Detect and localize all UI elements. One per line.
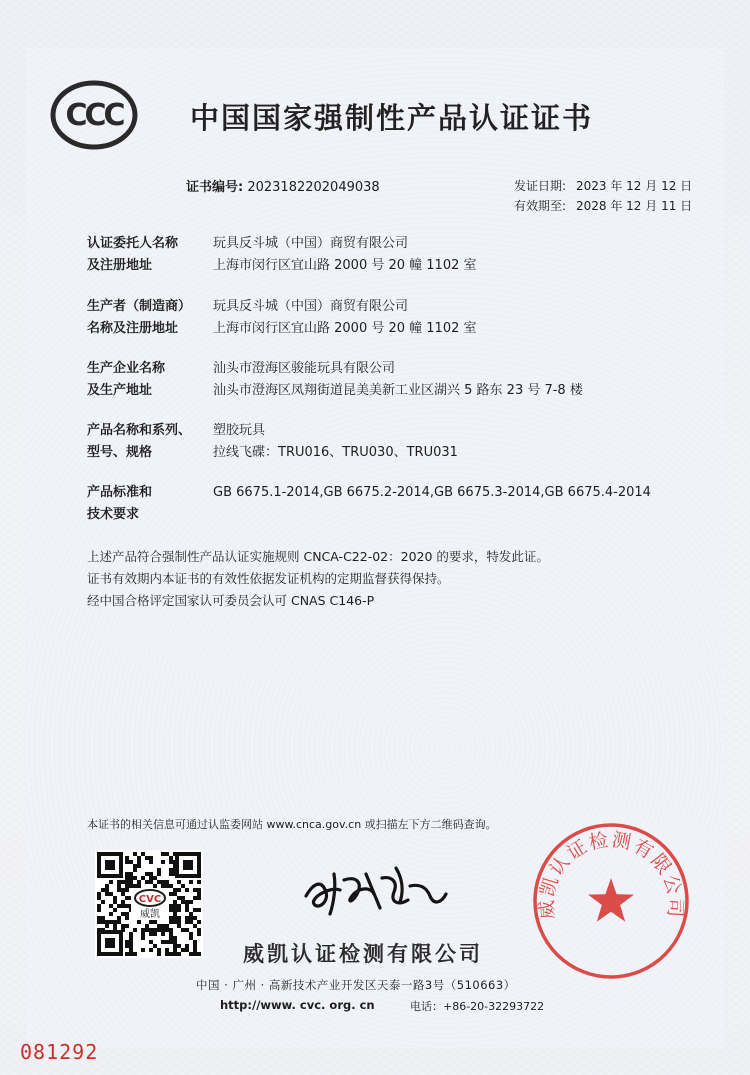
qr-module [181, 896, 185, 900]
qr-module [121, 880, 125, 884]
qr-module [161, 932, 165, 936]
qr-module [197, 892, 201, 896]
field-factory-label-2: 及生产地址 [87, 383, 153, 398]
field-standard-label [87, 482, 207, 526]
qr-module [189, 912, 193, 916]
field-producer-label-2: 名称及注册地址 [87, 321, 179, 336]
qr-module [145, 880, 149, 884]
qr-module [125, 944, 129, 948]
qr-module [157, 952, 161, 956]
qr-module [137, 920, 141, 924]
qr-module [109, 904, 113, 908]
qr-module [125, 884, 129, 888]
qr-module [177, 920, 181, 924]
cvc-badge-text: CVC [138, 894, 162, 905]
field-product-label-2: 型号、规格 [87, 445, 153, 460]
qr-module [197, 908, 201, 912]
qr-module [169, 860, 173, 864]
qr-module [129, 860, 133, 864]
official-seal [530, 820, 692, 982]
certificate-number [186, 176, 380, 195]
qr-module [173, 952, 177, 956]
qr-module [161, 860, 165, 864]
qr-module [165, 948, 169, 952]
qr-module [169, 928, 173, 932]
qr-module [173, 940, 177, 944]
qr-module [157, 872, 161, 876]
qr-module [169, 908, 173, 912]
qr-module [121, 904, 125, 908]
qr-module [177, 952, 181, 956]
qr-module [97, 916, 101, 920]
qr-module [125, 856, 129, 860]
qr-module [177, 908, 181, 912]
qr-module [197, 920, 201, 924]
qr-module [117, 920, 121, 924]
qr-module [149, 920, 153, 924]
qr-module [125, 924, 129, 928]
qr-module [109, 880, 113, 884]
field-producer-value-2: 上海市闵行区宜山路 2000 号 20 幢 1102 室 [213, 321, 477, 336]
qr-module [177, 880, 181, 884]
qr-module [149, 940, 153, 944]
qr-module [125, 952, 129, 956]
qr-finder-top-right [175, 852, 201, 878]
issuer-company-name: 威凯认证检测有限公司 [243, 942, 483, 966]
field-producer-value [213, 296, 733, 340]
qr-module [181, 948, 185, 952]
qr-module [177, 904, 181, 908]
qr-module [105, 888, 109, 892]
qr-module [153, 920, 157, 924]
qr-module [177, 888, 181, 892]
qr-module [193, 952, 197, 956]
qr-module [133, 852, 137, 856]
qr-module [125, 888, 129, 892]
qr-module [141, 936, 145, 940]
qr-module [121, 900, 125, 904]
qr-module [177, 944, 181, 948]
qr-module [173, 888, 177, 892]
field-client-value-1: 玩具反斗城（中国）商贸有限公司 [213, 236, 409, 251]
qr-module [129, 884, 133, 888]
issuer-address: 中国 · 广州 · 高新技术产业开发区天泰一路3号（510663） [196, 978, 516, 992]
qr-module [165, 924, 169, 928]
qr-module [149, 948, 153, 952]
qr-module [101, 916, 105, 920]
signature [300, 856, 450, 920]
qr-finder-bottom-left [97, 930, 123, 956]
statement-line-2: 证书有效期内本证书的有效性依据发证机构的定期监督获得保持。 [87, 571, 450, 586]
verification-notice: 本证书的相关信息可通过认监委网站 www.cnca.gov.cn 或扫描左下方二维码查询。 [87, 818, 497, 831]
qr-module [129, 936, 133, 940]
field-producer-label [87, 296, 207, 340]
qr-module [153, 944, 157, 948]
qr-module [113, 900, 117, 904]
qr-module [189, 880, 193, 884]
qr-module [173, 948, 177, 952]
qr-module [97, 896, 101, 900]
qr-module [197, 928, 201, 932]
field-product-value [213, 420, 733, 464]
qr-module [153, 876, 157, 880]
qr-module [165, 880, 169, 884]
field-client-label-1: 认证委托人名称 [87, 236, 179, 251]
qr-module [125, 872, 129, 876]
qr-module [161, 884, 165, 888]
qr-module [97, 892, 101, 896]
certificate-dates [514, 176, 692, 216]
qr-module [185, 904, 189, 908]
field-producer-label-1: 生产者（制造商） [87, 299, 192, 314]
qr-module [145, 924, 149, 928]
issuer-website: http://www. cvc. org. cn [220, 998, 375, 1012]
field-producer-value-1: 玩具反斗城（中国）商贸有限公司 [213, 299, 409, 314]
qr-module [165, 940, 169, 944]
qr-module [169, 916, 173, 920]
field-product-label-1: 产品名称和系列、 [87, 423, 192, 438]
expiry-date-label: 有效期至: [514, 199, 567, 213]
qr-module [153, 884, 157, 888]
certificate-number-value: 2023182202049038 [247, 180, 380, 195]
qr-module [105, 924, 109, 928]
qr-module [169, 884, 173, 888]
qr-module [157, 880, 161, 884]
cvc-badge-subtext: 威凯 [140, 909, 160, 920]
qr-module [197, 880, 201, 884]
qr-module [173, 912, 177, 916]
qr-module [165, 928, 169, 932]
statement-line-1: 上述产品符合强制性产品认证实施规则 CNCA-C22-02：2020 的要求，特发此证。 [87, 549, 549, 564]
qr-module [125, 916, 129, 920]
qr-module [125, 904, 129, 908]
qr-module [173, 916, 177, 920]
qr-module [189, 916, 193, 920]
field-client-value [213, 233, 733, 277]
field-factory-label-1: 生产企业名称 [87, 361, 166, 376]
qr-module [137, 860, 141, 864]
qr-module [129, 944, 133, 948]
qr-module [125, 880, 129, 884]
field-product-value-1: 塑胶玩具 [213, 423, 266, 438]
qr-module [129, 876, 133, 880]
qr-module [105, 920, 109, 924]
qr-module [193, 888, 197, 892]
qr-module [129, 948, 133, 952]
qr-module [189, 952, 193, 956]
qr-module [137, 880, 141, 884]
qr-module [125, 876, 129, 880]
field-factory-value-1: 汕头市澄海区骏能玩具有限公司 [213, 361, 396, 376]
qr-module [145, 928, 149, 932]
qr-module [133, 884, 137, 888]
field-product-value-2: 拉线飞碟：TRU016、TRU030、TRU031 [213, 445, 458, 460]
qr-module [133, 876, 137, 880]
qr-module [157, 928, 161, 932]
qr-module [161, 928, 165, 932]
expiry-date-value: 2028 年 12 月 11 日 [576, 199, 693, 213]
qr-module [169, 892, 173, 896]
qr-module [149, 928, 153, 932]
qr-module [117, 888, 121, 892]
seal-text: 威凯认证检测有限公司 [535, 828, 687, 920]
qr-module [149, 860, 153, 864]
qr-module [125, 860, 129, 864]
ccc-logo-text: CCC [65, 98, 123, 133]
qr-module [185, 888, 189, 892]
qr-module [177, 924, 181, 928]
qr-module [101, 920, 105, 924]
qr-module [129, 880, 133, 884]
qr-module [185, 900, 189, 904]
qr-module [157, 924, 161, 928]
qr-module [133, 864, 137, 868]
qr-module [121, 888, 125, 892]
qr-module [181, 900, 185, 904]
qr-module [97, 908, 101, 912]
qr-module [125, 896, 129, 900]
qr-module [149, 872, 153, 876]
issuer-phone: 电话：+86-20-32293722 [410, 1000, 545, 1013]
qr-module [193, 896, 197, 900]
qr-module [141, 928, 145, 932]
qr-module [193, 924, 197, 928]
qr-module [109, 892, 113, 896]
field-client-label [87, 233, 207, 277]
field-standard-label-2: 技术要求 [87, 507, 140, 522]
qr-module [129, 872, 133, 876]
qr-module [173, 900, 177, 904]
field-standard-value [213, 482, 733, 504]
qr-module [161, 940, 165, 944]
qr-module [173, 908, 177, 912]
qr-module [185, 928, 189, 932]
qr-module [177, 896, 181, 900]
qr-module [169, 920, 173, 924]
qr-module [193, 940, 197, 944]
qr-module [193, 944, 197, 948]
qr-module [149, 880, 153, 884]
qr-module [189, 900, 193, 904]
qr-module [105, 884, 109, 888]
qr-module [173, 904, 177, 908]
qr-module [109, 920, 113, 924]
qr-module [149, 876, 153, 880]
qr-module [185, 944, 189, 948]
qr-module [169, 868, 173, 872]
qr-module [113, 920, 117, 924]
certificate-serial-number: 081292 [20, 1040, 99, 1064]
field-standard-value-1: GB 6675.1-2014,GB 6675.2-2014,GB 6675.3-2014,GB 6675.4-2014 [213, 485, 651, 500]
qr-module [173, 920, 177, 924]
statement-line-3: 经中国合格评定国家认可委员会认可 CNAS C146-P [87, 593, 375, 608]
qr-module [137, 864, 141, 868]
qr-module [141, 948, 145, 952]
qr-module [169, 936, 173, 940]
qr-module [109, 912, 113, 916]
qr-module [189, 936, 193, 940]
qr-module [169, 952, 173, 956]
qr-module [181, 928, 185, 932]
certificate-title: 中国国家强制性产品认证证书 [190, 101, 594, 135]
field-client-label-2: 及注册地址 [87, 258, 153, 273]
ccc-logo [50, 80, 138, 150]
qr-module [169, 940, 173, 944]
qr-module [121, 924, 125, 928]
seal-star-icon [588, 878, 634, 922]
issue-date-row [514, 176, 692, 196]
qr-module [121, 892, 125, 896]
qr-module [157, 948, 161, 952]
qr-module [113, 896, 117, 900]
qr-module [193, 908, 197, 912]
qr-module [145, 856, 149, 860]
qr-module [141, 876, 145, 880]
field-factory-label [87, 358, 207, 402]
qr-module [193, 948, 197, 952]
qr-module [177, 916, 181, 920]
cvc-badge [131, 888, 169, 920]
qr-module [133, 952, 137, 956]
qr-module [137, 884, 141, 888]
qr-module [173, 944, 177, 948]
certification-statement [87, 546, 549, 612]
field-client-value-2: 上海市闵行区宜山路 2000 号 20 幢 1102 室 [213, 258, 477, 273]
qr-module [117, 916, 121, 920]
qr-module [129, 952, 133, 956]
qr-module [169, 872, 173, 876]
qr-module [157, 868, 161, 872]
qr-module [113, 908, 117, 912]
qr-module [169, 904, 173, 908]
qr-module [121, 912, 125, 916]
field-factory-value-2: 汕头市澄海区凤翔街道昆美美新工业区湖兴 5 路东 23 号 7-8 楼 [213, 383, 583, 398]
qr-module [189, 920, 193, 924]
qr-module [101, 888, 105, 892]
qr-module [161, 880, 165, 884]
qr-module [185, 920, 189, 924]
qr-module [105, 892, 109, 896]
field-product-label [87, 420, 207, 464]
qr-module [113, 924, 117, 928]
qr-module [125, 912, 129, 916]
qr-module [181, 884, 185, 888]
qr-module [129, 940, 133, 944]
qr-module [185, 908, 189, 912]
expiry-date-row [514, 196, 692, 216]
qr-module [129, 932, 133, 936]
qr-module [153, 928, 157, 932]
field-standard-label-1: 产品标准和 [87, 485, 153, 500]
qr-module [161, 852, 165, 856]
qr-module [197, 888, 201, 892]
qr-finder-top-left [97, 852, 123, 878]
qr-module [165, 884, 169, 888]
qr-module [117, 884, 121, 888]
qr-module [173, 936, 177, 940]
qr-module [197, 952, 201, 956]
qr-module [101, 900, 105, 904]
qr-module [141, 932, 145, 936]
qr-module [133, 928, 137, 932]
qr-module [141, 852, 145, 856]
qr-module [185, 948, 189, 952]
qr-module [197, 932, 201, 936]
qr-module [169, 856, 173, 860]
qr-module [165, 952, 169, 956]
issue-date-value: 2023 年 12 月 12 日 [576, 179, 693, 193]
qr-module [169, 932, 173, 936]
qr-module [117, 880, 121, 884]
qr-module [97, 920, 101, 924]
issue-date-label: 发证日期: [514, 179, 567, 193]
qr-code [95, 850, 203, 958]
qr-module [153, 932, 157, 936]
qr-module [189, 932, 193, 936]
qr-module [165, 852, 169, 856]
qr-module [149, 932, 153, 936]
qr-module [193, 916, 197, 920]
qr-module [185, 916, 189, 920]
qr-module [137, 856, 141, 860]
qr-module [161, 924, 165, 928]
qr-module [197, 896, 201, 900]
field-factory-value [213, 358, 733, 402]
qr-module [173, 892, 177, 896]
qr-module [117, 904, 121, 908]
qr-module [97, 904, 101, 908]
qr-module [125, 940, 129, 944]
qr-module [145, 872, 149, 876]
certificate-number-label: 证书编号: [186, 180, 244, 195]
qr-module [149, 856, 153, 860]
qr-module [133, 868, 137, 872]
